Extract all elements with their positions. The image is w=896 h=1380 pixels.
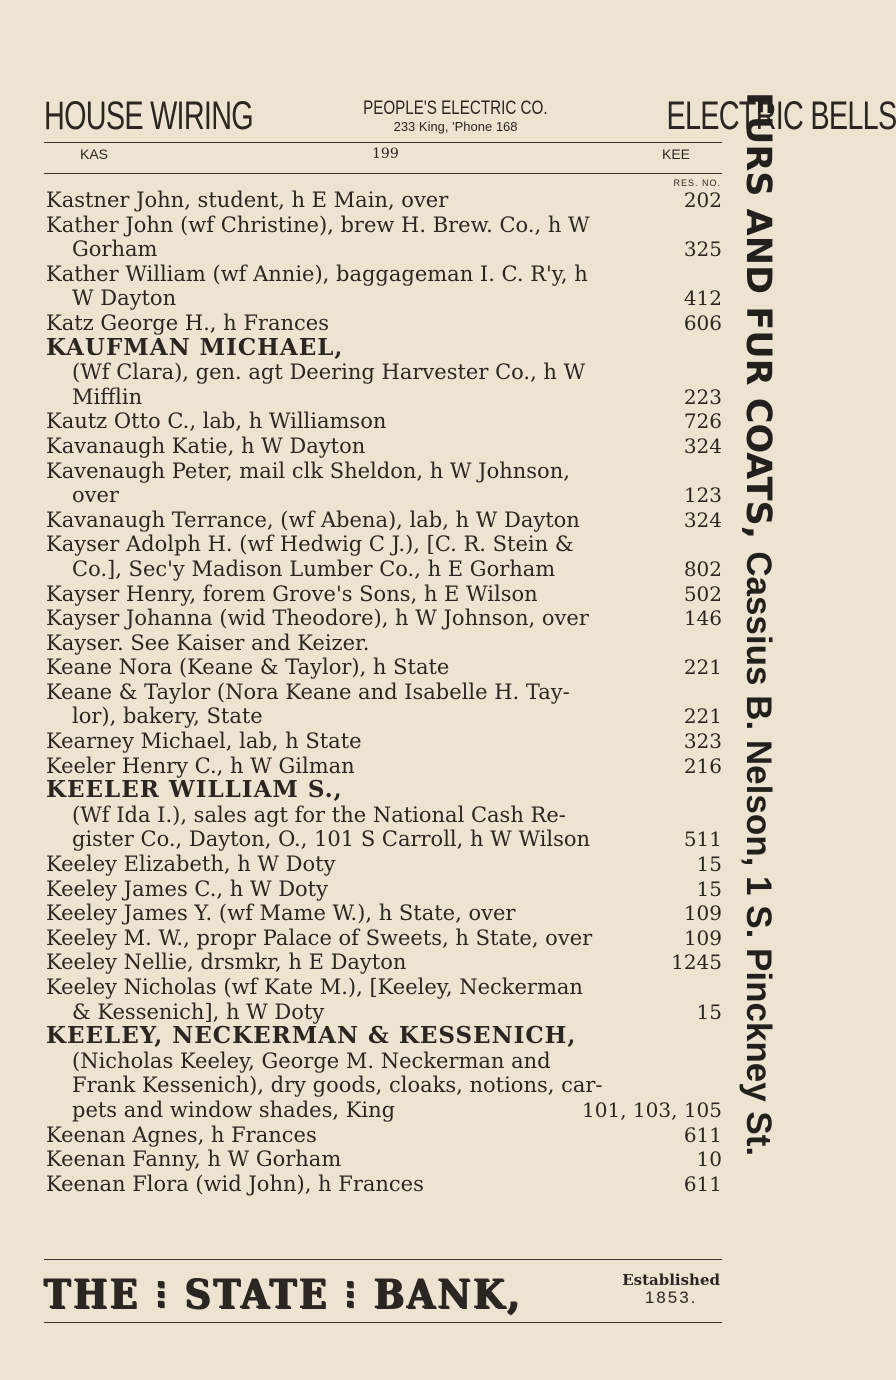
entry-line <box>46 532 722 557</box>
residence-number: 109 <box>683 925 722 950</box>
established-label: Established <box>622 1271 720 1289</box>
residence-number: 15 <box>696 999 722 1024</box>
entry-line <box>46 827 722 852</box>
entry-line <box>46 385 722 410</box>
entry-line <box>46 188 722 213</box>
established-year: 1853. <box>644 1287 698 1307</box>
entry-text: & Kessenich], h W Doty <box>72 999 325 1024</box>
header-rule <box>44 173 722 174</box>
entry-line <box>46 729 722 754</box>
entry-heading <box>46 778 722 803</box>
residence-number: 726 <box>683 409 722 434</box>
entry-line <box>46 557 722 582</box>
residence-number: 221 <box>683 655 722 680</box>
entry-text: Kather William (wf Annie), baggageman I. C. R'y, h <box>46 261 588 286</box>
entry-line <box>46 1172 722 1197</box>
ad-company-name: PEOPLE'S ELECTRIC CO. <box>363 98 548 119</box>
residence-number: 15 <box>696 876 722 901</box>
entry-line <box>46 655 722 680</box>
residence-number: 323 <box>683 729 722 754</box>
entry-text: Keane & Taylor (Nora Keane and Isabelle H. Tay- <box>46 679 570 704</box>
page-header <box>80 146 690 166</box>
residence-number: 1245 <box>671 950 722 975</box>
entry-text: Keeler Henry C., h W Gilman <box>46 753 355 778</box>
residence-number: 611 <box>683 1122 722 1147</box>
entry-line <box>46 631 722 656</box>
entry-text: Keeley M. W., propr Palace of Sweets, h State, over <box>46 925 593 950</box>
entry-line <box>46 975 722 1000</box>
entry-line <box>46 483 722 508</box>
entry-text: Keeley Nellie, drsmkr, h E Dayton <box>46 950 407 975</box>
entry-text: Keenan Agnes, h Frances <box>46 1122 317 1147</box>
entry-line <box>46 286 722 311</box>
entry-text: (Wf Clara), gen. agt Deering Harvester Co., h W <box>72 360 586 385</box>
entry-text: Keenan Fanny, h W Gorham <box>46 1147 342 1172</box>
residence-number: 502 <box>683 581 722 606</box>
residence-number: 511 <box>683 827 722 852</box>
residence-number: 101, 103, 105 <box>582 1097 722 1122</box>
residence-number: 10 <box>696 1147 722 1172</box>
entry-text: Kayser. See Kaiser and Keizer. <box>46 630 370 655</box>
entry-line <box>46 901 722 926</box>
entry-text: (Nicholas Keeley, George M. Neckerman and <box>72 1048 551 1073</box>
residence-number: 123 <box>683 483 722 508</box>
entry-text: Keeley Nicholas (wf Kate M.), [Keeley, Neckerman <box>46 975 583 999</box>
residence-number: 221 <box>683 704 722 729</box>
entry-text: Keeley Elizabeth, h W Doty <box>46 852 336 877</box>
residence-number: 223 <box>683 384 722 409</box>
entry-line <box>46 803 722 828</box>
ad-house-wiring: HOUSE WIRING <box>44 93 253 138</box>
entry-heading <box>46 1024 722 1049</box>
entry-line <box>46 1098 722 1123</box>
entry-line <box>46 262 722 287</box>
entry-text: Kayser Johanna (wid Theodore), h W Johnson, over <box>46 606 589 631</box>
directory-listing <box>46 188 722 1196</box>
entry-text: Frank Kessenich), dry goods, cloaks, notions, car- <box>72 1073 603 1098</box>
ad-electric-bells: ELECTRIC BELLS <box>666 93 896 138</box>
entry-line <box>46 434 722 459</box>
entry-line <box>46 459 722 484</box>
ad-company-block <box>340 99 571 133</box>
entry-text: Kastner John, student, h E Main, over <box>46 188 449 212</box>
entry-text: Gorham <box>72 237 158 262</box>
entry-text: W Dayton <box>72 286 177 311</box>
entry-line <box>46 877 722 902</box>
established-block <box>622 1272 720 1307</box>
entry-text: KAUFMAN MICHAEL, <box>46 333 344 361</box>
residence-number: 606 <box>683 310 722 335</box>
residence-number: 216 <box>683 753 722 778</box>
bottom-advertisement <box>44 1264 724 1324</box>
residence-number: 611 <box>683 1171 722 1196</box>
entry-text: Kayser Adolph H. (wf Hedwig C J.), [C. R. Stein & <box>46 532 574 557</box>
entry-text: Kavenaugh Peter, mail clk Sheldon, h W Johnson, <box>46 458 570 483</box>
bottom-rule-2 <box>44 1322 722 1323</box>
res-no-label: RES. NO. <box>673 178 721 188</box>
entry-line <box>46 508 722 533</box>
entry-text: Kavanaugh Terrance, (wf Abena), lab, h W Dayton <box>46 507 580 532</box>
residence-number: 109 <box>683 901 722 926</box>
entry-line <box>46 926 722 951</box>
entry-text: pets and window shades, King <box>72 1097 396 1122</box>
entry-line <box>46 1049 722 1074</box>
entry-text: Keeley James C., h W Doty <box>46 876 328 901</box>
entry-line <box>46 950 722 975</box>
side-advertisement <box>736 92 780 1156</box>
entry-text: Keenan Flora (wid John), h Frances <box>46 1171 424 1196</box>
header-range-end: KEE <box>661 146 690 162</box>
entry-text: gister Co., Dayton, O., 101 S Carroll, h W Wilson <box>72 827 591 852</box>
entry-line <box>46 704 722 729</box>
residence-number: 324 <box>683 433 722 458</box>
entry-line <box>46 311 722 336</box>
entry-line <box>46 754 722 779</box>
entry-text: Katz George H., h Frances <box>46 310 329 335</box>
entry-line <box>46 213 722 238</box>
page-number: 199 <box>372 146 399 162</box>
entry-line <box>46 237 722 262</box>
entry-line <box>46 852 722 877</box>
residence-number: 802 <box>683 556 722 581</box>
header-range-start: KAS <box>80 146 109 162</box>
entry-text: Keeley James Y. (wf Mame W.), h State, over <box>46 901 516 926</box>
entry-line <box>46 1000 722 1025</box>
entry-line <box>46 582 722 607</box>
residence-number: 325 <box>683 237 722 262</box>
state-bank-name: THE ⁝ STATE ⁝ BANK, <box>44 1270 523 1318</box>
entry-line <box>46 1073 722 1098</box>
entry-text: Kather John (wf Christine), brew H. Brew. Co., h W <box>46 212 590 237</box>
side-ad-furs: FURS AND FUR COATS, <box>738 92 778 540</box>
entry-text: Kayser Henry, forem Grove's Sons, h E Wilson <box>46 581 538 606</box>
top-rule <box>44 142 722 143</box>
entry-text: Mifflin <box>72 384 143 409</box>
entry-text: (Wf Ida I.), sales agt for the National Cash Re- <box>72 802 566 827</box>
entry-text: Kavanaugh Katie, h W Dayton <box>46 433 366 458</box>
entry-text: lor), bakery, State <box>72 704 263 729</box>
side-ad-nelson: Cassius B. Nelson, 1 S. Pinckney St. <box>739 551 778 1157</box>
entry-text: Co.], Sec'y Madison Lumber Co., h E Gorham <box>72 556 556 581</box>
bottom-rule <box>44 1259 722 1260</box>
residence-number: 412 <box>683 286 722 311</box>
residence-number: 324 <box>683 507 722 532</box>
entry-line <box>46 409 722 434</box>
residence-number: 15 <box>696 852 722 877</box>
entry-text: Kautz Otto C., lab, h Williamson <box>46 409 387 434</box>
entry-text: KEELER WILLIAM S., <box>46 776 343 804</box>
entry-line <box>46 1123 722 1148</box>
residence-number: 146 <box>683 606 722 631</box>
entry-line <box>46 1147 722 1172</box>
entry-text: Keane Nora (Keane & Taylor), h State <box>46 655 450 680</box>
entry-heading <box>46 333 722 361</box>
residence-number: 202 <box>683 188 722 212</box>
top-advertisement <box>44 92 896 140</box>
entry-text: over <box>72 483 119 508</box>
ad-company-address: 233 King, 'Phone 168 <box>393 119 518 134</box>
entry-line <box>46 680 722 705</box>
entry-line <box>46 606 722 631</box>
entry-text: Kearney Michael, lab, h State <box>46 729 362 754</box>
entry-text: KEELEY, NECKERMAN & KESSENICH, <box>46 1022 577 1050</box>
entry-line <box>46 360 722 385</box>
